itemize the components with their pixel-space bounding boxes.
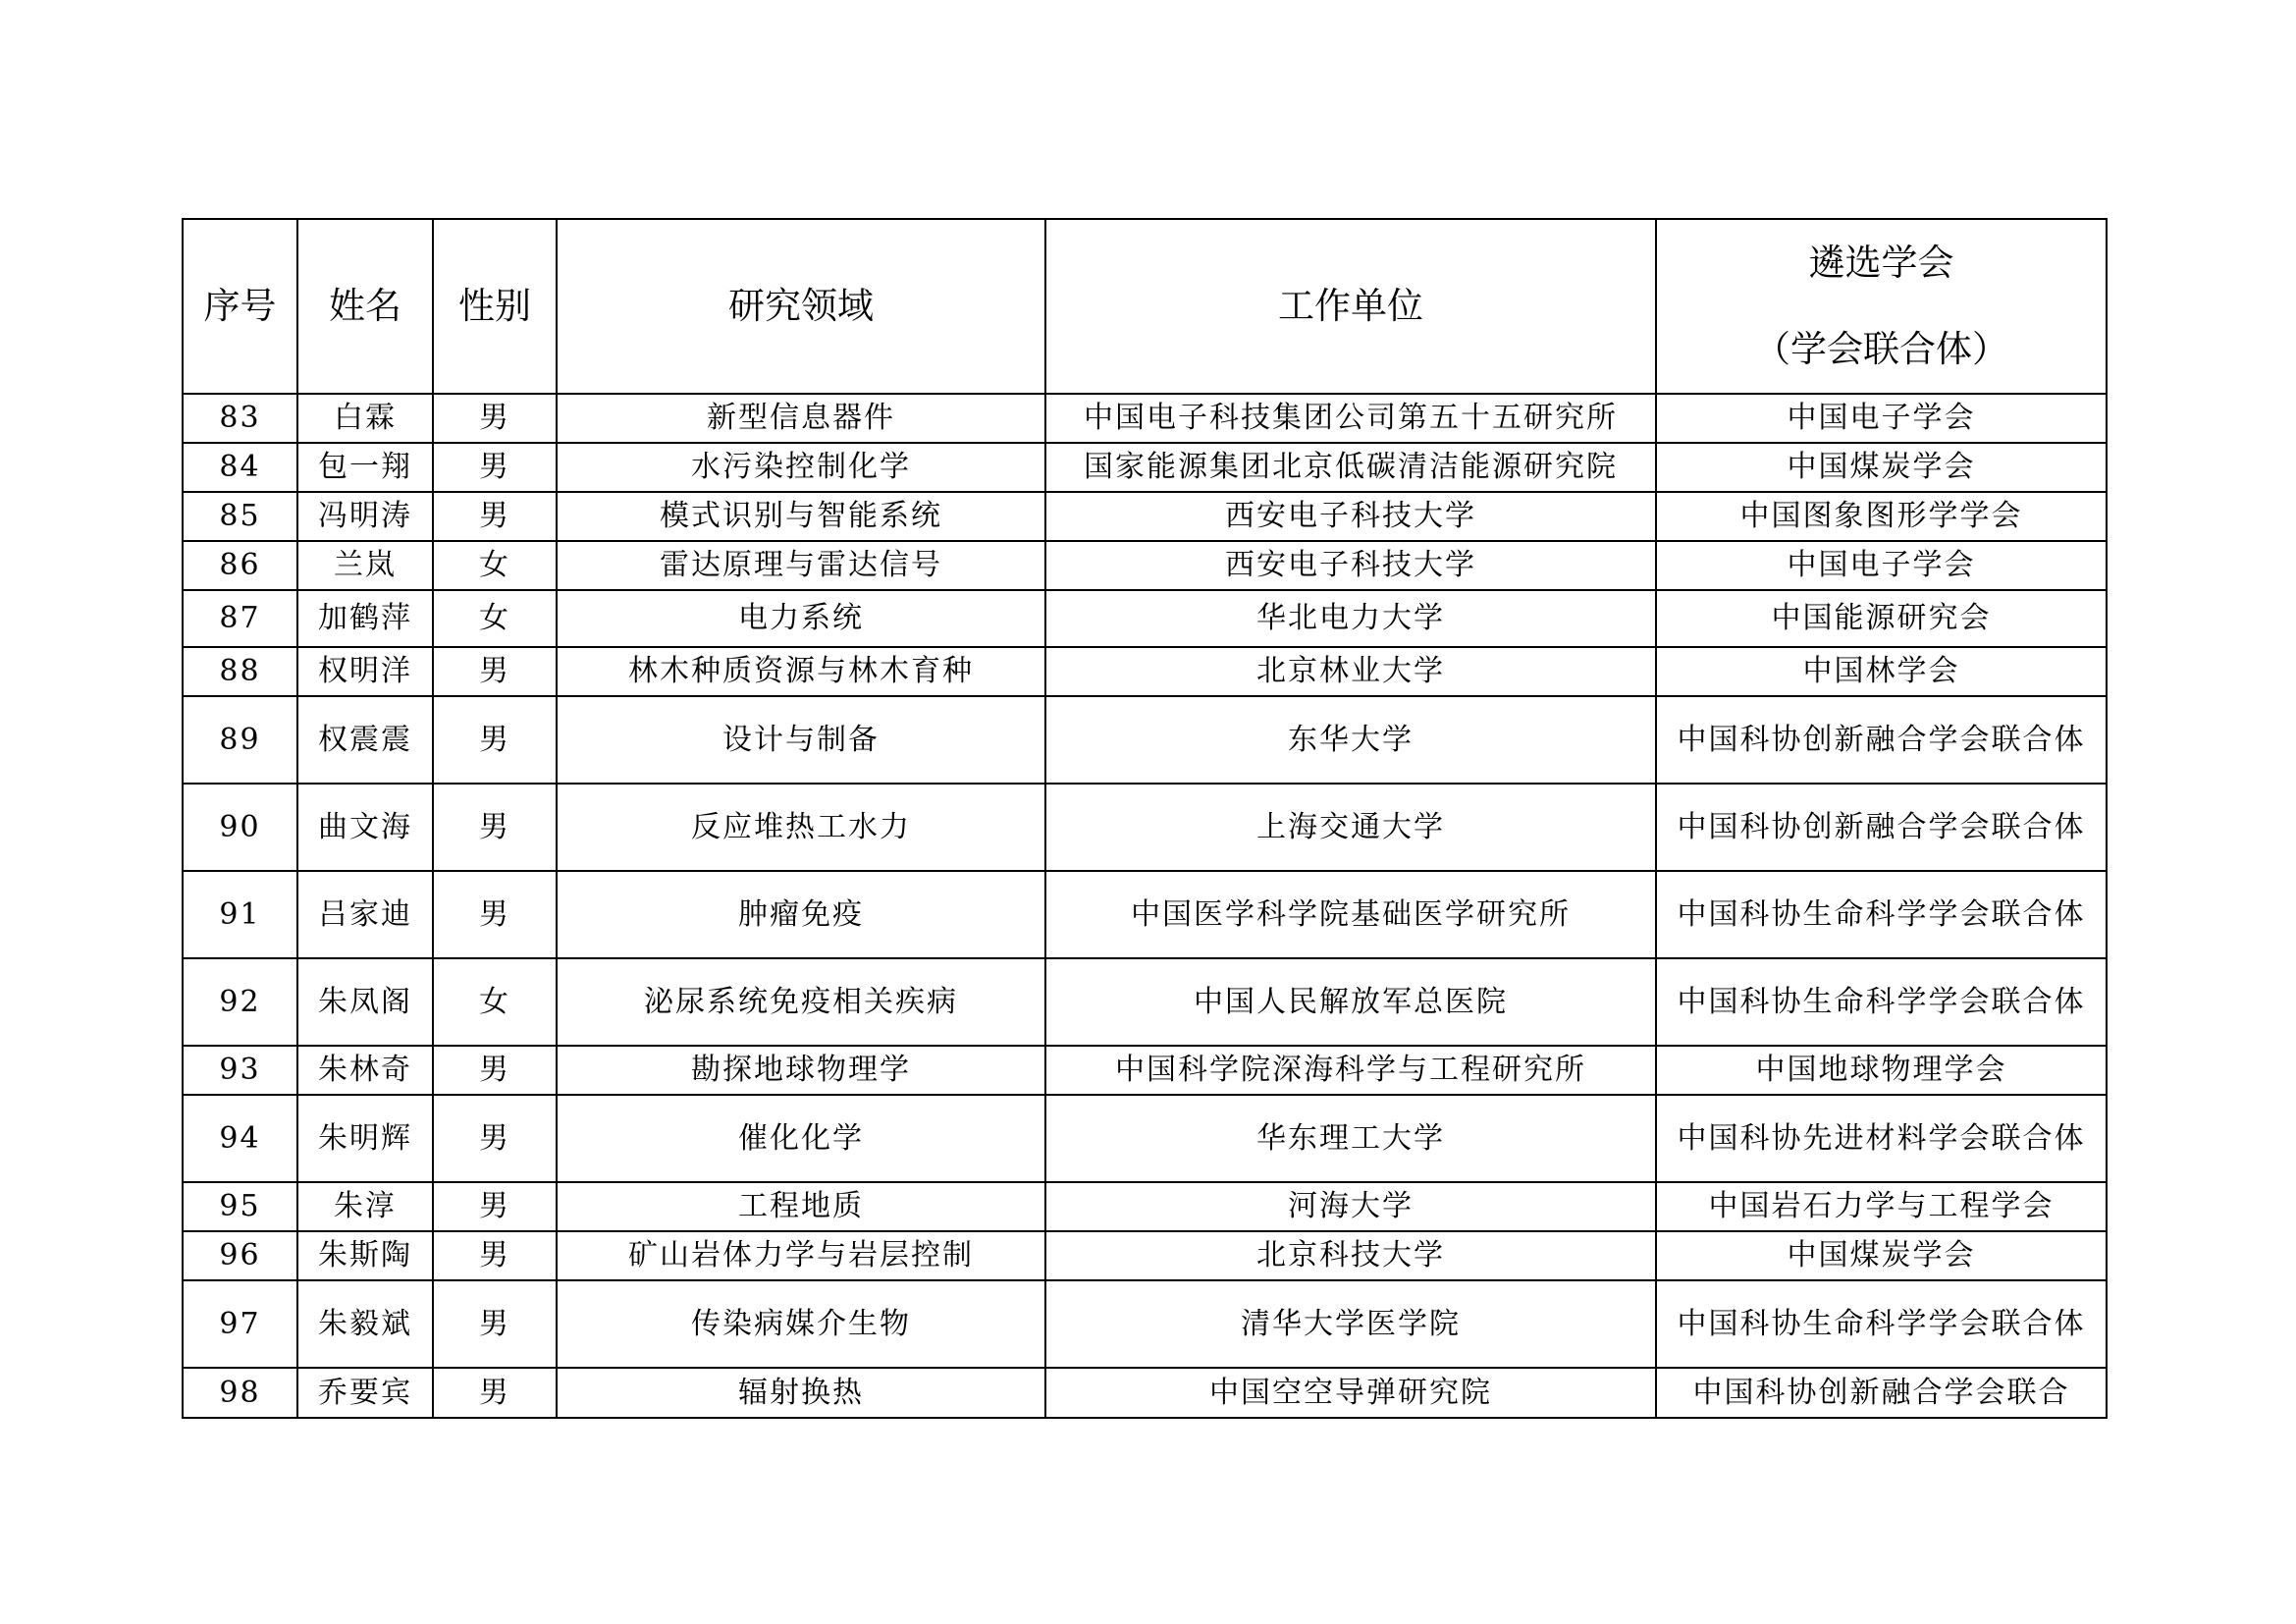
cell-society: 中国岩石力学与工程学会 [1656,1182,2107,1231]
cell-society: 中国电子学会 [1656,541,2107,590]
table-row [183,492,2107,541]
cell-name: 朱林奇 [297,1046,433,1095]
cell-name: 朱明辉 [297,1095,433,1182]
cell-seq: 86 [183,541,297,590]
cell-gender: 男 [433,1182,557,1231]
cell-seq: 92 [183,958,297,1046]
cell-seq: 95 [183,1182,297,1231]
cell-field: 模式识别与智能系统 [557,492,1045,541]
cell-unit: 国家能源集团北京低碳清洁能源研究院 [1045,443,1656,492]
cell-gender: 男 [433,784,557,871]
cell-society: 中国图象图形学学会 [1656,492,2107,541]
cell-society: 中国科协先进材料学会联合体 [1656,1095,2107,1182]
table-row [183,1280,2107,1368]
cell-unit: 河海大学 [1045,1182,1656,1231]
cell-gender: 男 [433,1095,557,1182]
cell-society: 中国能源研究会 [1656,590,2107,647]
cell-seq: 94 [183,1095,297,1182]
cell-unit: 北京林业大学 [1045,647,1656,696]
cell-society: 中国科协创新融合学会联合体 [1656,784,2107,871]
table-row [183,784,2107,871]
cell-unit: 华东理工大学 [1045,1095,1656,1182]
cell-seq: 91 [183,871,297,958]
header-society-line1: 遴选学会 [1808,242,1954,284]
table-row [183,590,2107,647]
cell-field: 催化化学 [557,1095,1045,1182]
cell-name: 乔要宾 [297,1368,433,1418]
cell-society: 中国科协创新融合学会联合 [1656,1368,2107,1418]
cell-unit: 中国医学科学院基础医学研究所 [1045,871,1656,958]
cell-society: 中国科协创新融合学会联合体 [1656,696,2107,784]
table-row [183,871,2107,958]
header-gender: 性别 [433,219,557,394]
table-row [183,647,2107,696]
cell-field: 勘探地球物理学 [557,1046,1045,1095]
header-society-line2: （学会联合体） [1754,328,2008,370]
header-row [183,219,2107,394]
table-row [183,1368,2107,1418]
cell-gender: 男 [433,492,557,541]
cell-unit: 西安电子科技大学 [1045,541,1656,590]
table-row [183,1095,2107,1182]
cell-gender: 男 [433,1280,557,1368]
cell-gender: 女 [433,590,557,647]
cell-field: 雷达原理与雷达信号 [557,541,1045,590]
cell-seq: 84 [183,443,297,492]
cell-field: 设计与制备 [557,696,1045,784]
cell-gender: 男 [433,871,557,958]
cell-gender: 男 [433,443,557,492]
cell-gender: 男 [433,1368,557,1418]
cell-name: 冯明涛 [297,492,433,541]
cell-gender: 男 [433,647,557,696]
cell-seq: 93 [183,1046,297,1095]
cell-unit: 中国人民解放军总医院 [1045,958,1656,1046]
cell-name: 朱毅斌 [297,1280,433,1368]
header-field: 研究领域 [557,219,1045,394]
cell-seq: 90 [183,784,297,871]
cell-name: 吕家迪 [297,871,433,958]
cell-seq: 83 [183,394,297,443]
cell-unit: 清华大学医学院 [1045,1280,1656,1368]
cell-name: 白霖 [297,394,433,443]
cell-seq: 96 [183,1231,297,1280]
cell-field: 肿瘤免疫 [557,871,1045,958]
cell-society: 中国科协生命科学学会联合体 [1656,1280,2107,1368]
cell-society: 中国科协生命科学学会联合体 [1656,871,2107,958]
cell-field: 泌尿系统免疫相关疾病 [557,958,1045,1046]
table-row [183,394,2107,443]
cell-seq: 88 [183,647,297,696]
cell-name: 兰岚 [297,541,433,590]
cell-field: 反应堆热工水力 [557,784,1045,871]
cell-field: 工程地质 [557,1182,1045,1231]
table-row [183,696,2107,784]
cell-name: 权震震 [297,696,433,784]
cell-name: 朱淳 [297,1182,433,1231]
cell-name: 加鹤萍 [297,590,433,647]
cell-name: 朱凤阁 [297,958,433,1046]
table-row [183,443,2107,492]
cell-unit: 上海交通大学 [1045,784,1656,871]
cell-field: 辐射换热 [557,1368,1045,1418]
header-seq: 序号 [183,219,297,394]
header-unit: 工作单位 [1045,219,1656,394]
table-body [183,394,2107,1418]
cell-name: 权明洋 [297,647,433,696]
cell-seq: 85 [183,492,297,541]
cell-field: 新型信息器件 [557,394,1045,443]
cell-society: 中国科协生命科学学会联合体 [1656,958,2107,1046]
cell-gender: 男 [433,696,557,784]
cell-name: 包一翔 [297,443,433,492]
cell-field: 矿山岩体力学与岩层控制 [557,1231,1045,1280]
cell-society: 中国林学会 [1656,647,2107,696]
cell-unit: 中国电子科技集团公司第五十五研究所 [1045,394,1656,443]
cell-unit: 中国科学院深海科学与工程研究所 [1045,1046,1656,1095]
cell-field: 林木种质资源与林木育种 [557,647,1045,696]
table-row [183,541,2107,590]
cell-name: 朱斯陶 [297,1231,433,1280]
cell-seq: 98 [183,1368,297,1418]
cell-society: 中国煤炭学会 [1656,443,2107,492]
table-row [183,958,2107,1046]
table-row [183,1231,2107,1280]
cell-society: 中国电子学会 [1656,394,2107,443]
roster-table [182,218,2108,1419]
cell-unit: 华北电力大学 [1045,590,1656,647]
cell-gender: 女 [433,958,557,1046]
cell-unit: 东华大学 [1045,696,1656,784]
cell-field: 电力系统 [557,590,1045,647]
header-society [1656,219,2107,394]
cell-seq: 87 [183,590,297,647]
cell-field: 水污染控制化学 [557,443,1045,492]
cell-seq: 97 [183,1280,297,1368]
cell-unit: 中国空空导弹研究院 [1045,1368,1656,1418]
cell-field: 传染病媒介生物 [557,1280,1045,1368]
table-row [183,1182,2107,1231]
cell-seq: 89 [183,696,297,784]
cell-gender: 女 [433,541,557,590]
cell-gender: 男 [433,1231,557,1280]
cell-society: 中国地球物理学会 [1656,1046,2107,1095]
cell-gender: 男 [433,1046,557,1095]
cell-name: 曲文海 [297,784,433,871]
cell-unit: 西安电子科技大学 [1045,492,1656,541]
table-row [183,1046,2107,1095]
cell-society: 中国煤炭学会 [1656,1231,2107,1280]
header-name: 姓名 [297,219,433,394]
cell-unit: 北京科技大学 [1045,1231,1656,1280]
cell-gender: 男 [433,394,557,443]
